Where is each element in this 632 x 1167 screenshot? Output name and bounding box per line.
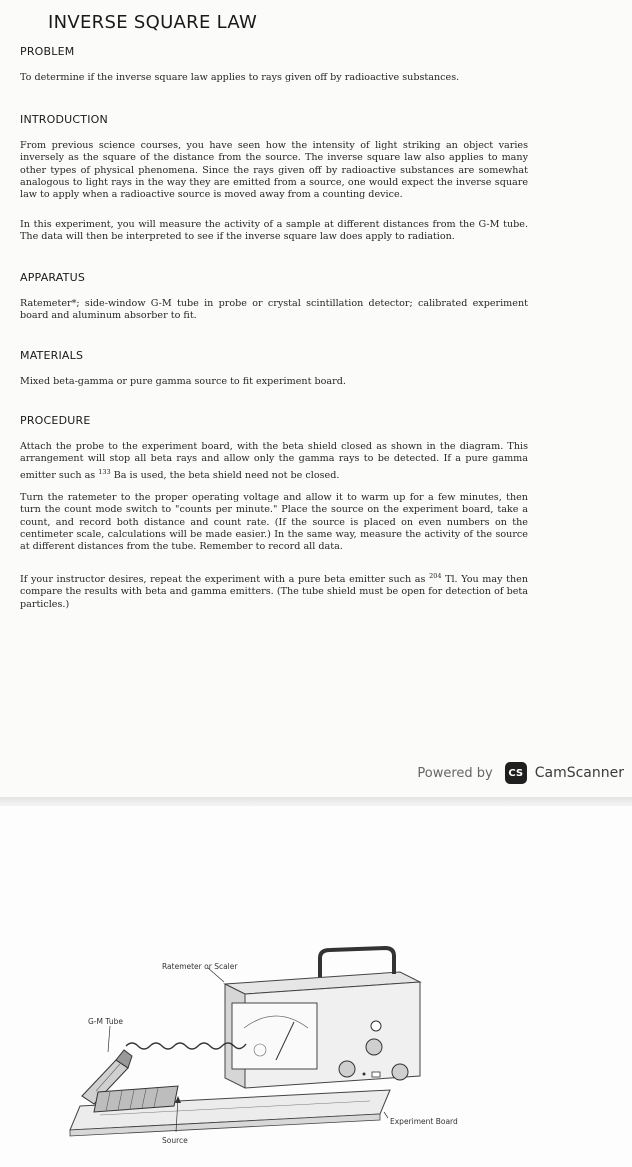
page-divider: [0, 797, 632, 806]
materials-text: Mixed beta-gamma or pure gamma source to fit experiment board.: [20, 376, 346, 387]
camscanner-watermark: [417, 760, 624, 786]
procedure-paragraph-3: [20, 570, 528, 611]
procedure-paragraph-2: Turn the ratemeter to the proper operating voltage and allow it to warm up for a few minutes, then turn the count mode switch to "counts per minute." Place the source on the experiment board, take a count, and record both distance and count rate. (If the source is placed on even numbers on the centimeter scale, calculations will be made easier.) In the same way, measure the activity of the source at different distances from the tube. Remember to record all data.: [20, 492, 528, 553]
procedure-p1-text-b: Ba is used, the beta shield need not be closed.: [110, 469, 340, 481]
procedure-paragraph-1: [20, 441, 528, 482]
procedure-heading: PROCEDURE: [20, 414, 91, 427]
source-label: Source: [162, 1136, 188, 1145]
problem-heading: PROBLEM: [20, 45, 75, 58]
camscanner-logo-icon: CS: [505, 762, 527, 784]
materials-heading: MATERIALS: [20, 349, 84, 362]
isotope-mass-number: 133: [98, 467, 111, 476]
document-title: INVERSE SQUARE LAW: [48, 12, 258, 33]
document-page-2: [0, 806, 632, 1167]
introduction-paragraph-1: From previous science courses, you have seen how the intensity of light striking an object varies inversely as the square of the distance from the source. The inverse square law also applies to many other types of physical phenomena. Since the rays given off by radioactive substances are somewhat analogous to light rays in the way they are emitted from a source, one would expect the inverse square law to apply when a radioactive source is moved away from a counting device.: [20, 140, 528, 201]
experiment-board-label: Experiment Board: [390, 1117, 458, 1126]
camscanner-brand: CamScanner: [534, 765, 624, 781]
procedure-p3-text-a: If your instructor desires, repeat the experiment with a pure beta emitter such as: [20, 574, 430, 586]
apparatus-text: Ratemeter*; side-window G-M tube in probe or crystal scintillation detector; calibrated experiment board and aluminum absorber to fit.: [20, 298, 528, 322]
ratemeter-box-shape: [225, 948, 420, 1088]
apparatus-heading: APPARATUS: [20, 271, 86, 284]
apparatus-diagram: [0, 806, 632, 1167]
introduction-paragraph-2: In this experiment, you will measure the activity of a sample at different distances from the G-M tube. The data will then be interpreted to see if the inverse square law does apply to radiation.: [20, 219, 528, 243]
procedure-p1-text-a: Attach the probe to the experiment board, with the beta shield closed as shown in the diagram. This arrangement will stop all beta rays and allow only the gamma rays to be detected. If a pure gamma emitter such as: [20, 441, 528, 481]
introduction-heading: INTRODUCTION: [20, 113, 108, 126]
ratemeter-label: Ratemeter or Scaler: [162, 962, 238, 971]
powered-by-text: Powered by: [417, 765, 493, 781]
procedure-p3-text-b: Tl. You may then compare the results with beta and gamma emitters. (The tube shield must be open for detection of beta particles.): [20, 574, 528, 610]
gm-tube-label: G-M Tube: [88, 1017, 123, 1026]
isotope-mass-number: 204: [429, 572, 442, 580]
problem-text: To determine if the inverse square law applies to rays given off by radioactive substances.: [20, 72, 460, 83]
